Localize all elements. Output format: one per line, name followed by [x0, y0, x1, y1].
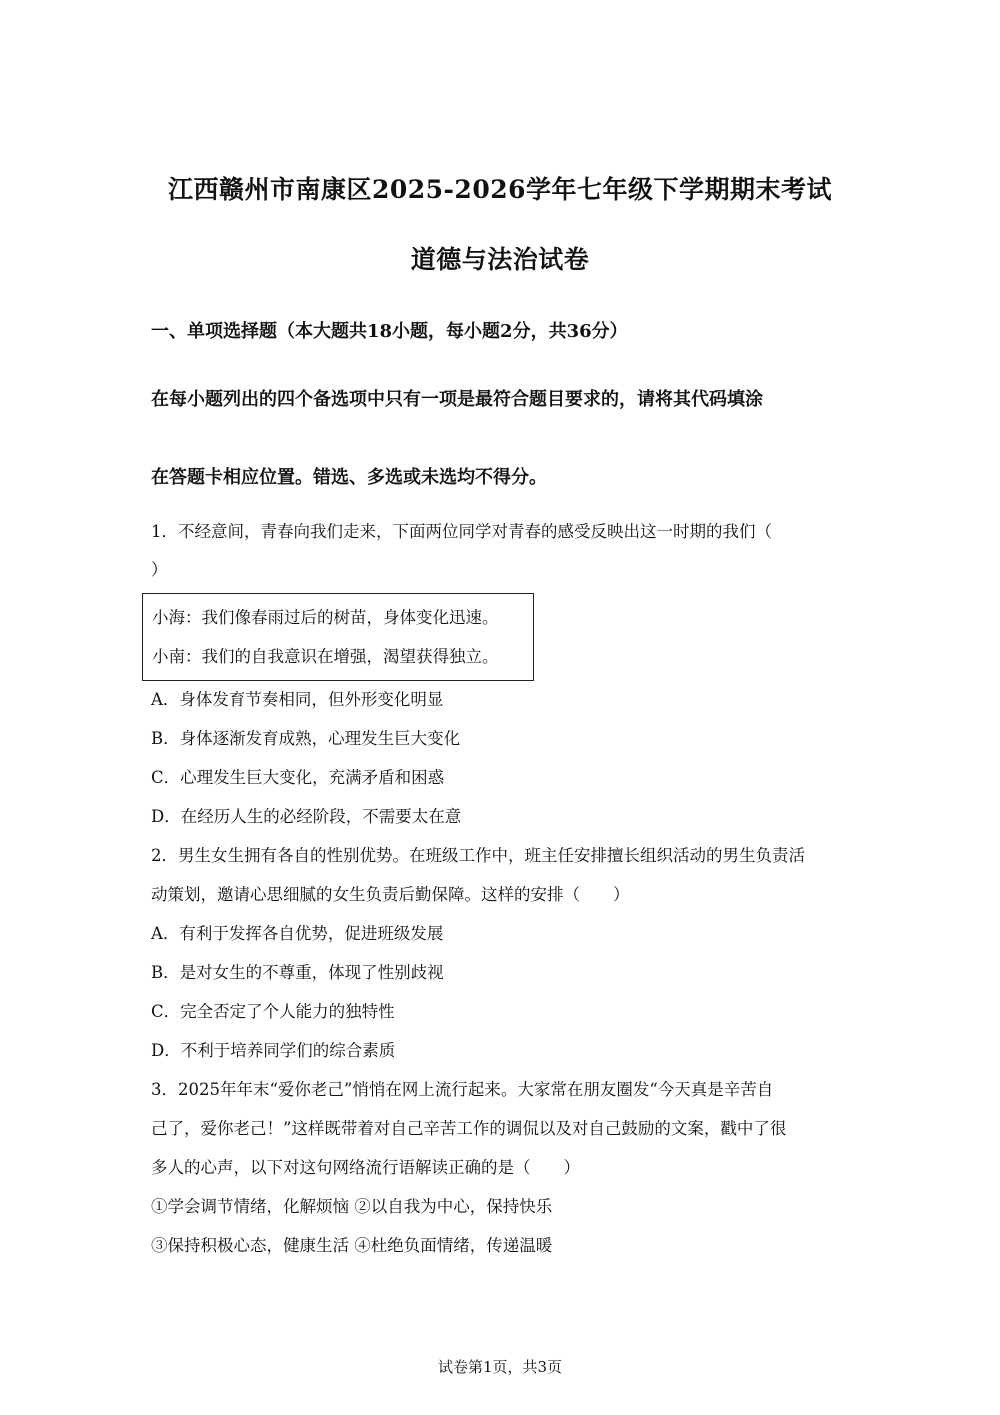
question-1-quote-box	[142, 593, 534, 681]
question-3-stem-line1: 3．2025年年末“爱你老己”悄悄在网上流行起来。大家常在朋友圈发“今天真是辛苦自	[151, 1080, 774, 1099]
section-instruction-line1: 在每小题列出的四个备选项中只有一项是最符合题目要求的，请将其代码填涂	[151, 389, 763, 410]
question-1-option-d: D．在经历人生的必经阶段，不需要太在意	[151, 807, 462, 826]
section-instruction-line2: 在答题卡相应位置。错选、多选或未选均不得分。	[151, 467, 547, 488]
question-1-stem-line1: 1．不经意间，青春向我们走来，下面两位同学对青春的感受反映出这一时期的我们（	[151, 522, 772, 541]
question-1-option-c: C．心理发生巨大变化，充满矛盾和困惑	[151, 768, 445, 787]
question-1-stem-line2: ）	[151, 560, 168, 579]
question-2-option-b: B．是对女生的不尊重，体现了性别歧视	[151, 963, 444, 982]
question-3-stem-line2: 己了，爱你老己！”这样既带着对自己辛苦工作的调侃以及对自己鼓励的文案，戳中了很	[151, 1119, 787, 1138]
question-1-option-b: B．身体逐渐发育成熟，心理发生巨大变化	[151, 729, 461, 748]
quote-line-xiaohai: 小海：我们像春雨过后的树苗，身体变化迅速。	[152, 608, 499, 627]
page-footer: 试卷第1页，共3页	[437, 1358, 563, 1376]
question-2-option-d: D．不利于培养同学们的综合素质	[151, 1041, 396, 1060]
exam-title-line2: 道德与法治试卷	[410, 245, 590, 274]
question-2-stem-line2: 动策划，邀请心思细腻的女生负责后勤保障。这样的安排（ ）	[151, 885, 630, 904]
question-3-choices-line1: ①学会调节情绪，化解烦恼 ②以自我为中心，保持快乐	[151, 1197, 553, 1216]
section-heading: 一、单项选择题（本大题共18小题，每小题2分，共36分）	[151, 321, 628, 342]
question-2-stem-line1: 2．男生女生拥有各自的性别优势。在班级工作中，班主任安排擅长组织活动的男生负责活	[151, 846, 805, 865]
question-2-option-a: A．有利于发挥各自优势，促进班级发展	[151, 924, 444, 943]
question-3-choices-line2: ③保持积极心态，健康生活 ④杜绝负面情绪，传递温暖	[151, 1236, 553, 1255]
quote-line-xiaonan: 小南：我们的自我意识在增强，渴望获得独立。	[152, 647, 499, 666]
exam-title-line1: 江西赣州市南康区2025-2026学年七年级下学期期末考试	[167, 175, 833, 204]
question-1-option-a: A．身体发育节奏相同，但外形变化明显	[151, 690, 444, 709]
question-2-option-c: C．完全否定了个人能力的独特性	[151, 1002, 395, 1021]
question-3-stem-line3: 多人的心声，以下对这句网络流行语解读正确的是（ ）	[151, 1158, 580, 1177]
